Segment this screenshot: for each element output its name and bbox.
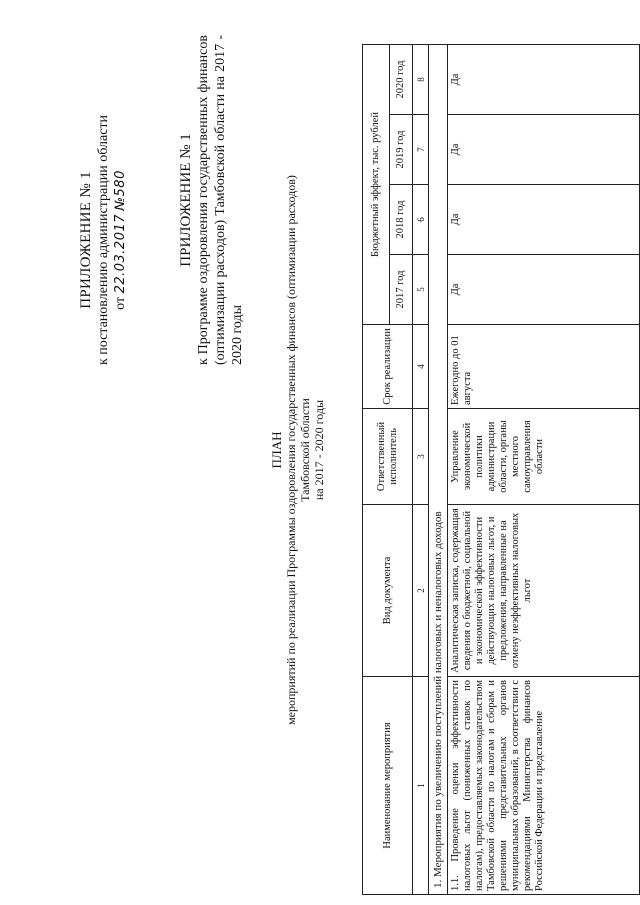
column-number: 5: [413, 255, 429, 325]
program-appendix: [178, 35, 246, 365]
column-number: 4: [413, 325, 429, 409]
header-budget-effect: Бюджетный эффект, тыс. рублей: [363, 44, 390, 324]
table-header-row: [363, 44, 390, 894]
effect-2020: Да: [448, 44, 640, 114]
column-number: 8: [413, 44, 429, 114]
header-deadline: Срок реализации: [363, 325, 413, 409]
appendix-title: ПРИЛОЖЕНИЕ № 1: [78, 171, 94, 309]
header-responsible: Ответственный исполнитель: [363, 409, 413, 505]
measure-name: 1.1. Проведение оценки эффективности налоговых льгот (пониженных ставок по налогам), предоставляемых законодательством Тамбовской области по налогам и сборам и решениями представительных органов муниципальных образований, в соответствии с рекомендациями Министерства финансов Российской Федерации и представление: [448, 677, 640, 895]
plan-table: [362, 44, 640, 895]
responsible-executor: Управление экономической политики администрации области, органы местного самоуправления области: [448, 409, 640, 505]
column-number: 7: [413, 115, 429, 185]
plan-period: на 2017 - 2020 годы: [312, 399, 326, 501]
header-year-2017: 2017 год: [390, 255, 413, 325]
column-number: 2: [413, 505, 429, 677]
plan-title: ПЛАН: [269, 431, 284, 469]
table-row: [448, 44, 640, 894]
plan-subtitle: мероприятий по реализации Программы оздоровления государственных финансов (оптимизации расходов) Тамбовской области: [284, 175, 312, 725]
plan-heading: [270, 145, 326, 755]
header-year-2019: 2019 год: [390, 115, 413, 185]
date-prefix: от: [113, 296, 128, 310]
appendix-header: [78, 45, 129, 435]
handwritten-number: №580: [113, 170, 128, 211]
effect-2019: Да: [448, 115, 640, 185]
section-row: [429, 44, 448, 894]
column-number: 1: [413, 677, 429, 895]
effect-2017: Да: [448, 255, 640, 325]
appendix-decree-line: к постановлению администрации области: [96, 114, 111, 366]
handwritten-date: 22.03.2017: [113, 213, 128, 294]
program-appendix-title: ПРИЛОЖЕНИЕ № 1: [178, 133, 194, 267]
column-numbers-row: [413, 44, 429, 894]
header-year-2020: 2020 год: [390, 44, 413, 114]
header-doc-type: Вид документа: [363, 505, 413, 677]
appendix-date-line: [112, 45, 129, 435]
deadline: Ежегодно до 01 августа: [448, 325, 640, 409]
section-title: 1. Мероприятия по увеличению поступлений налоговых и неналоговых доходов: [429, 44, 448, 894]
document-type: Аналитическая записка, содержащая сведения о бюджетной, социальной и экономической эффективности действующих налоговых льгот, и предложения, направленные на отмену неэффективных налоговых льгот: [448, 505, 640, 677]
column-number: 6: [413, 185, 429, 255]
header-name: Наименование мероприятия: [363, 677, 413, 895]
effect-2018: Да: [448, 185, 640, 255]
program-appendix-text: к Программе оздоровления государственных финансов (оптимизации расходов) Тамбовской области на 2017 - 2020 годы: [196, 35, 245, 365]
header-year-2018: 2018 год: [390, 185, 413, 255]
column-number: 3: [413, 409, 429, 505]
